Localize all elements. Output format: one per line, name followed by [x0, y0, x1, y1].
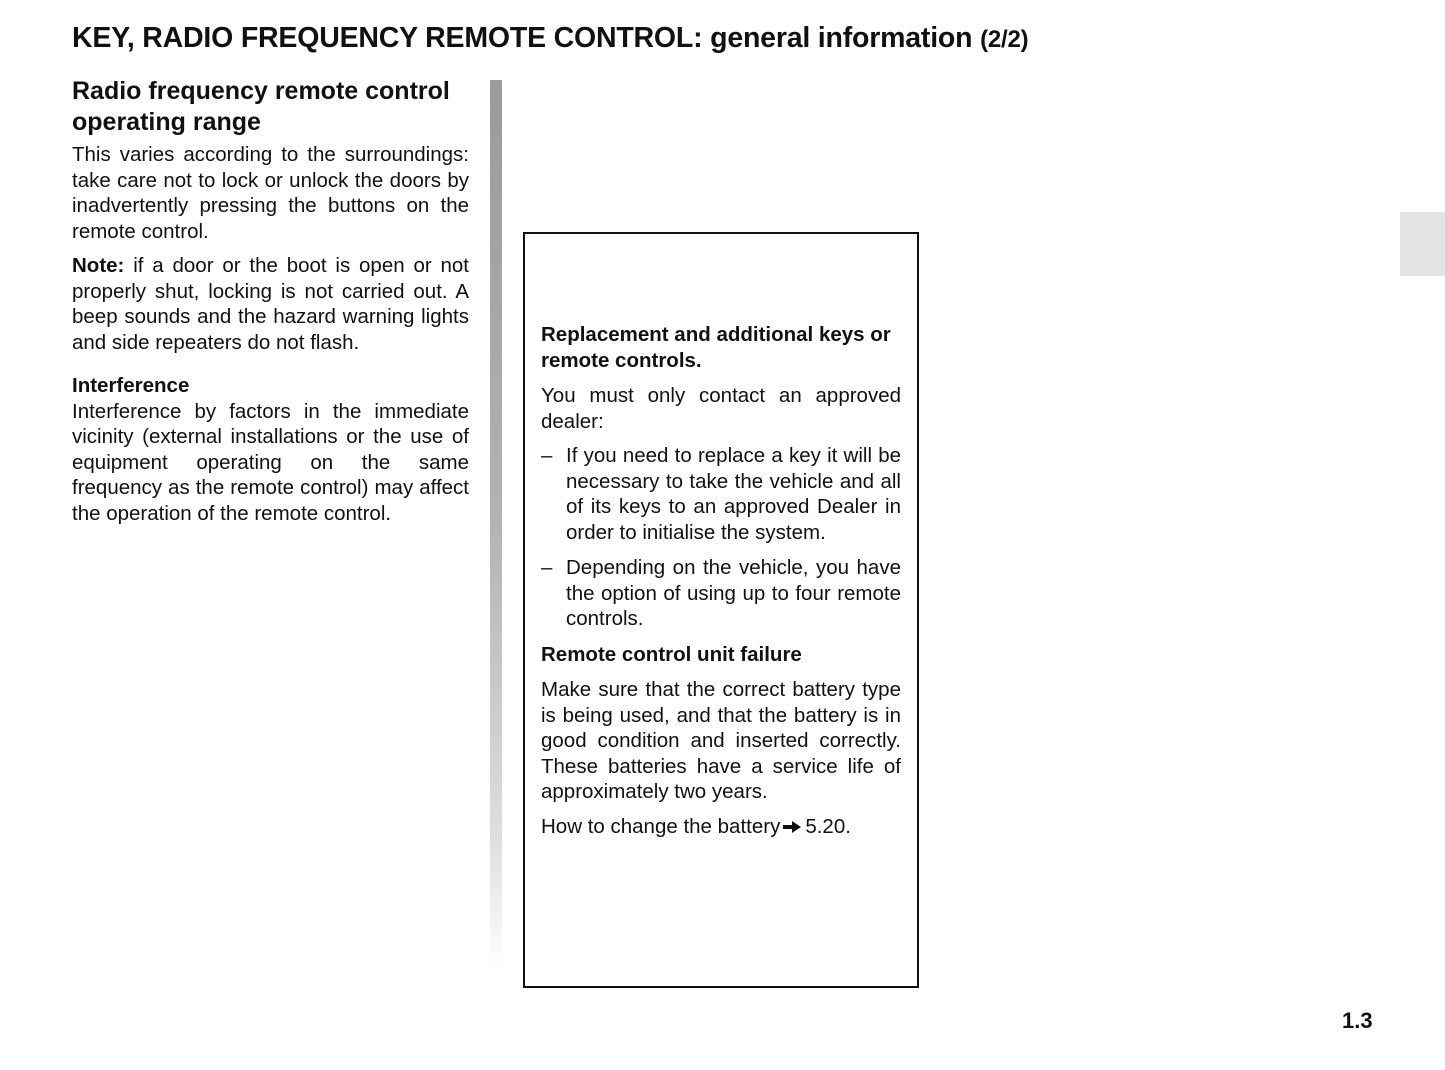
interference-paragraph: Interference by factors in the immediate vicinity (external installations or the use of equipment operating on the same frequency as the remote control) may affect the operation of the remote control. — [72, 399, 469, 525]
list-item-text: If you need to replace a key it will be necessary to take the vehicle and all of its keys to an approved Dealer in order to initialise the system. — [566, 444, 901, 544]
list-item — [541, 443, 901, 545]
battery-change-text: How to change the battery — [541, 814, 781, 838]
section-tab — [1400, 212, 1445, 276]
interference-heading: Interference — [72, 374, 190, 397]
note-text: if a door or the boot is open or not properly shut, locking is not carried out. A beep sounds and the hazard warning lights and side repeaters do not flash. — [72, 254, 469, 354]
contact-dealer-text: You must only contact an approved dealer: — [541, 384, 901, 433]
note-label: Note: — [72, 254, 125, 277]
replacement-keys-heading: Replacement and additional keys or remote controls. — [541, 323, 891, 372]
battery-change-reference — [541, 814, 901, 840]
page-title — [72, 22, 1028, 55]
page-title-text: KEY, RADIO FREQUENCY REMOTE CONTROL: general information — [72, 22, 973, 54]
info-box — [523, 232, 919, 988]
page-title-suffix: (2/2) — [980, 26, 1029, 53]
replacement-list — [541, 443, 901, 632]
section-heading-operating-range: Radio frequency remote control operating range — [72, 77, 450, 136]
arrow-right-icon — [783, 814, 801, 840]
dash-bullet: – — [541, 444, 553, 467]
battery-page-ref: 5.20. — [805, 814, 851, 838]
unit-failure-heading: Remote control unit failure — [541, 642, 802, 666]
dash-bullet: – — [541, 556, 553, 579]
list-item — [541, 555, 901, 632]
left-column — [72, 76, 469, 535]
intro-paragraph: This varies according to the surroundings: take care not to lock or unlock the doors by inadvertently pressing the buttons on the remote control. — [72, 143, 469, 243]
list-item-text: Depending on the vehicle, you have the option of using up to four remote controls. — [566, 556, 901, 630]
battery-info-text: Make sure that the correct battery type is being used, and that the battery is in good condition and inserted correctly. These batteries have a service life of approximately two years. — [541, 678, 901, 803]
column-divider — [490, 80, 502, 970]
page-number: 1.3 — [1342, 1008, 1373, 1033]
note-paragraph — [72, 253, 469, 355]
